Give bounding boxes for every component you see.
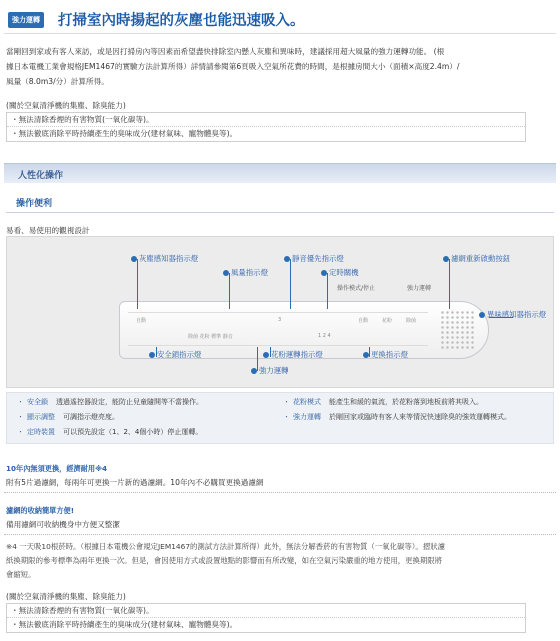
capability-note-label: (關於空氣清淨機的集塵、除臭能力) [6,101,126,110]
section-band [4,163,556,183]
device-indicator-strip [128,312,428,346]
pollen-mode-callout: 花粉運轉指示燈 [263,349,323,360]
device-label: 花粉 [382,318,393,324]
timer-callout: 定時關機 [321,267,359,278]
legend-item: ・ 定時裝置 可以預先設定（1、2、4個小時）停止運轉。 [17,428,203,436]
band-title: 人性化操作 [18,171,64,181]
dust-sensor-callout: 灰塵感知器指示燈 [131,253,198,264]
airflow-callout: 風量指示燈 [223,267,268,278]
divider [4,534,556,535]
section-header [4,8,556,34]
storage-section-title: 濾網的收納簡單方便! [6,506,74,515]
device-vent-grill [440,310,474,350]
control-panel-diagram [6,236,554,388]
legend-item: ・ 花粉模式 能產生和緩的氣流，於花粉落到地板前將其吸入。 [283,398,483,406]
device-label: 3 [278,317,282,323]
device-label: 除菌 [406,318,417,324]
subsection-header [6,193,554,213]
device-label: 1 2 4 [318,333,331,339]
page-title: 打掃室內時揚起的灰塵也能迅速吸入。 [58,13,305,29]
turbo-badge: 強力運轉 [8,12,44,28]
subsection-title: 操作便利 [16,199,53,209]
intro-line: 當剛回到家或有客人來訪，或是因打掃房內等因素而希望盡快排除室內懸人灰塵和異味時，建議採用超大風量的強力運轉功能。 (根 [6,47,445,56]
intro-line: 據日本電機工業會規格JEM1467的實驗方法計算所得）詳情請參閱第6頁吸入空氣所花費的時間，是根據房間大小（面積×高度2.4m）/ [6,62,460,71]
footnote-line: 會縮短。 [6,570,36,579]
device-label: 自動 [136,318,147,324]
legend-item: ・ 顯示調整 可調指示燈亮度。 [17,413,119,421]
intro-line: 風量（8.0m3/分）計算所得。 [6,77,109,86]
mode-stop-label: 操作模式/停止 [337,285,376,292]
divider [4,492,556,493]
turbo-callout: 強力運轉 [251,365,289,376]
capability-note-box [6,603,526,633]
capability-note-item: ・無法徹底消除平時持續產生的臭味成分(建材氣味、寵物體臭等)。 [11,620,238,629]
footnote-line: 紙換期限的參考標準為兩年更換一次。但是，會因使用方式或設置地點的影響而有所改變，如在空氣污染嚴重的地方使用，更換期限將 [6,556,443,565]
feature-legend [6,392,554,444]
lead-text: 易看、易使用的觀視設計 [6,226,90,235]
capability-note-item: ・無法徹底消除平時持續產生的臭味成分(建材氣味、寵物體臭等)。 [11,129,238,138]
footnote [6,540,554,582]
filter-section-title: 10年內無須更換，經濟耐用※4 [6,464,108,473]
capability-note-item: ・無法清除香煙的有害物質(一氧化碳等)。 [7,604,525,618]
capability-note-box [6,112,526,142]
device-label: 自動 [358,318,369,324]
legend-item: ・ 安全鎖 透過遙控器設定，能防止兒童隨開等不當操作。 [17,398,203,406]
footnote-line: ※4 一天吸10根菸時。（根據日本電機公會規定JEM1467的測試方法計算所得）此外，無法分解香菸的有害物質（一氧化碳等）。摺狀濾 [6,542,445,551]
storage-section-text: 備用濾網可收納機身中方便又整潔 [6,520,120,529]
legend-item: ・ 強力運轉 於剛回家或臨時有客人來等情況快速除臭的強效運轉模式。 [283,413,511,421]
turbo-device-label: 強力運轉 [407,285,432,292]
filter-reset-callout: 濾網重新啟動按鈕 [443,253,510,264]
capability-note-label: (關於空氣清淨機的集塵、除臭能力) [6,592,126,601]
device-label: 除菌 花粉 標準 靜音 [188,334,233,340]
change-callout: 更換指示燈 [363,349,408,360]
intro-paragraph [6,44,554,89]
odor-sensor-callout: 異味感知器指示燈 [479,309,546,320]
safety-lock-callout: 安全鎖指示燈 [149,349,201,360]
filter-section-text: 附有5片過濾網，每兩年可更換一片新的過濾網。10年內不必購買更換過濾網 [6,478,264,487]
capability-note-item: ・無法清除香煙的有害物質(一氧化碳等)。 [7,113,525,127]
quiet-priority-callout: 靜音優先指示燈 [284,253,344,264]
